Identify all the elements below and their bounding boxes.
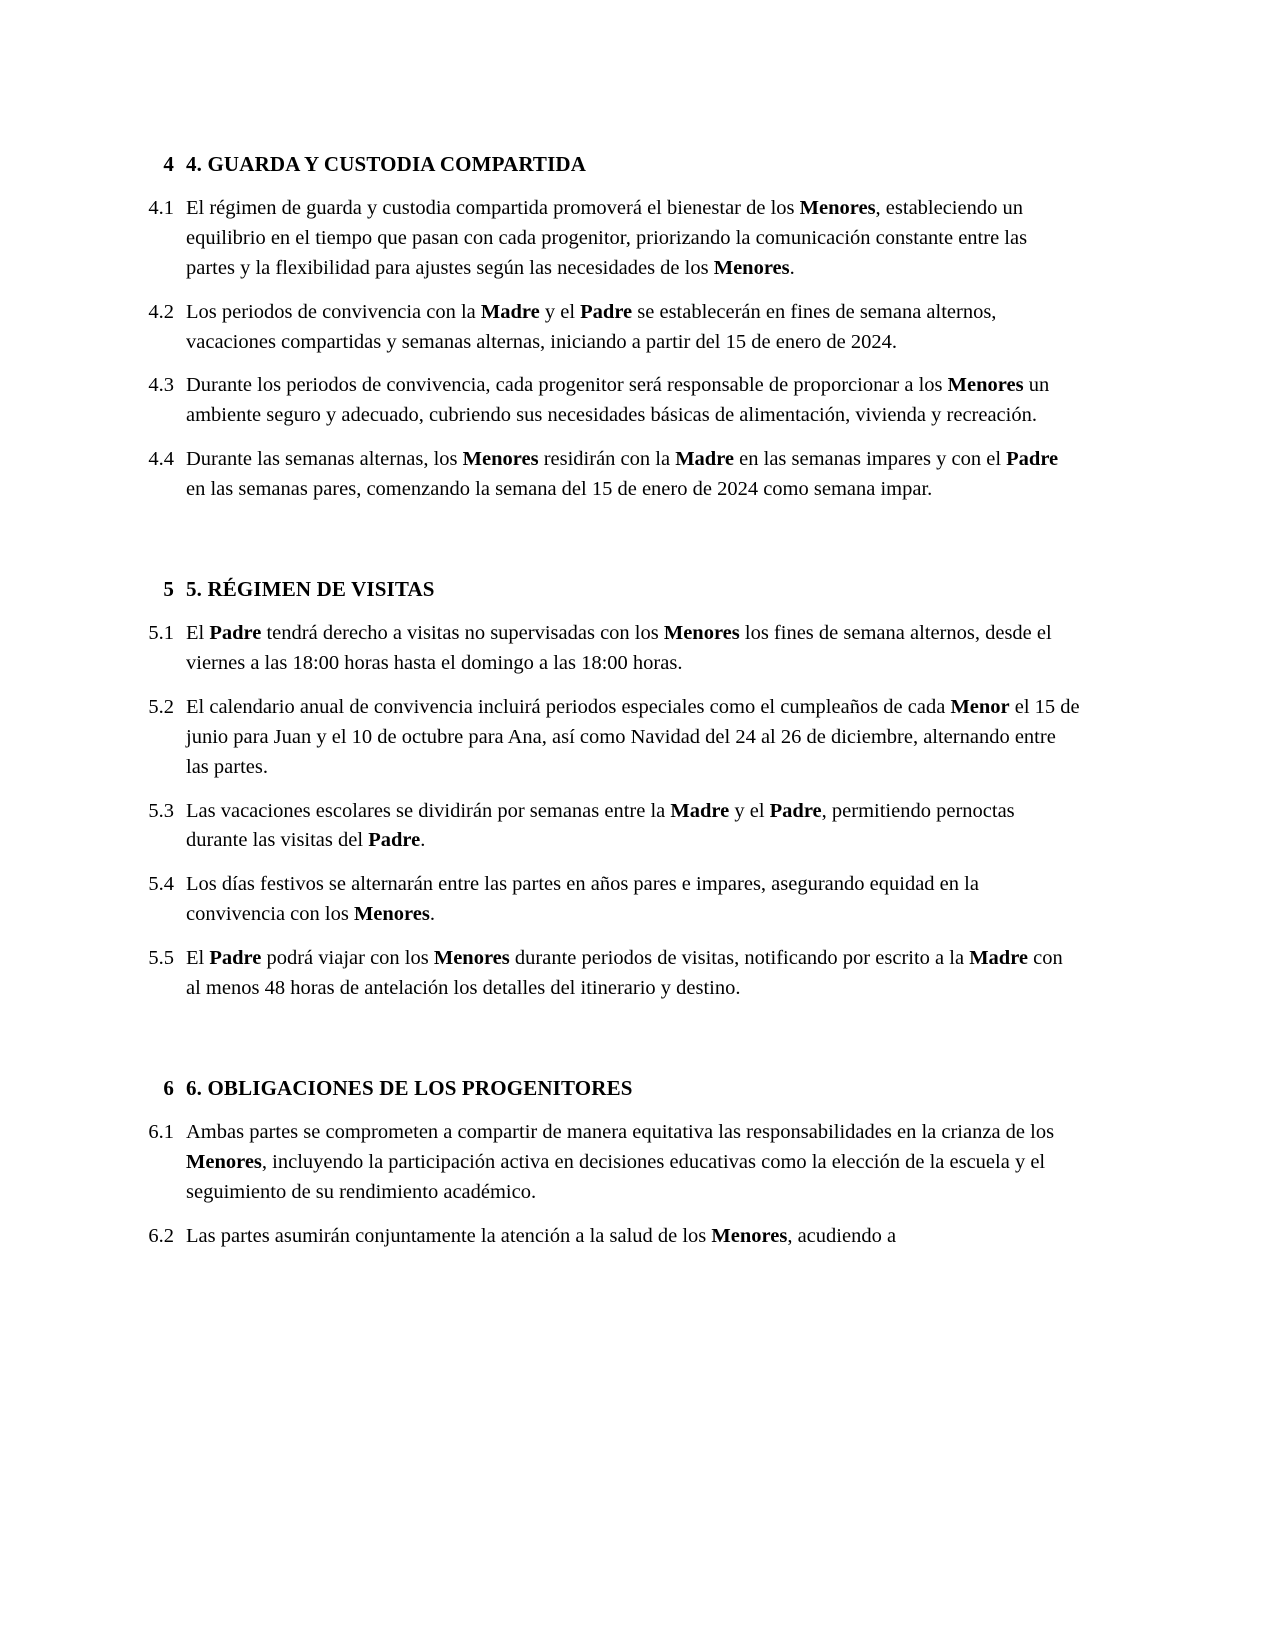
section-6-title: 6. OBLIGACIONES DE LOS PROGENITORES	[186, 1076, 633, 1101]
clause-6-1-text	[186, 1118, 1080, 1208]
clause-6-1-segment-0: Ambas partes se comprometen a compartir de manera equitativa las responsabilidades en la crianza de los	[186, 1120, 1055, 1143]
clause-6-2-segment-0: Las partes asumirán conjuntamente la atención a la salud de los	[186, 1224, 712, 1247]
clause-6-1-segment-1: Menores	[186, 1150, 262, 1173]
clause-5-3	[140, 797, 1080, 857]
clause-4-4-segment-6: en las semanas pares, comenzando la semana del 15 de enero de 2024 como semana impar.	[186, 478, 933, 501]
clause-6-1-segment-2: , incluyendo la participación activa en decisiones educativas como la elección de la escuela y el seguimiento de su rendimiento académico.	[186, 1150, 1046, 1203]
clause-4-2	[140, 298, 1080, 358]
clause-4-1-segment-0: El régimen de guarda y custodia compartida promoverá el bienestar de los	[186, 196, 800, 219]
clause-5-2-segment-2: el 15 de junio para Juan y el 10 de octubre para Ana, así como Navidad del 24 al 26 de diciembre, alternando entre las partes.	[186, 695, 1080, 778]
clause-5-3-segment-6: .	[420, 829, 426, 852]
clause-5-1	[140, 619, 1080, 679]
clause-4-1-text	[186, 194, 1080, 284]
clause-4-1-segment-4: .	[789, 256, 795, 279]
clause-5-5-segment-3: Menores	[433, 947, 510, 970]
clause-4-2-text	[186, 298, 1080, 358]
clause-5-5-segment-4: durante periodos de visitas, notificando por escrito a la	[509, 947, 970, 970]
section-6-number: 6	[163, 1076, 174, 1101]
clause-4-4-segment-4: en las semanas impares y con el	[734, 448, 1007, 471]
clause-5-1-number: 5.1	[148, 621, 174, 644]
clause-4-4	[140, 445, 1080, 505]
clause-4-2-number: 4.2	[148, 300, 174, 323]
clause-4-2-segment-2: y el	[539, 300, 581, 323]
clause-5-5-segment-0: El	[186, 947, 210, 970]
section-5-title: 5. RÉGIMEN DE VISITAS	[186, 577, 435, 602]
clause-5-1-segment-1: Padre	[209, 621, 262, 644]
clause-5-5-segment-1: Padre	[209, 947, 262, 970]
clause-4-1-segment-1: Menores	[799, 196, 876, 219]
clause-5-2	[140, 693, 1080, 783]
clause-6-2-segment-2: , acudiendo a	[787, 1224, 897, 1247]
clause-4-4-number: 4.4	[148, 448, 174, 471]
clause-5-3-text	[186, 797, 1080, 857]
clause-5-2-text	[186, 693, 1080, 783]
clause-4-1-segment-2: , estableciendo un equilibrio en el tiempo que pasan con cada progenitor, priorizando la comunicación constante entre las partes y la flexibilidad para ajustes según las necesidades de los	[186, 196, 1028, 279]
clause-4-1	[140, 194, 1080, 284]
clause-4-3-text	[186, 371, 1080, 431]
clause-4-4-segment-1: Menores	[462, 448, 539, 471]
clause-4-2-segment-4: se establecerán en fines de semana alternos, vacaciones compartidas y semanas alternas, iniciando a partir del 15 de enero de 2024.	[186, 300, 997, 353]
clause-4-4-segment-0: Durante las semanas alternas, los	[186, 448, 463, 471]
clause-4-4-text	[186, 445, 1080, 505]
clause-5-4-segment-1: Menores	[353, 903, 430, 926]
clause-5-1-text	[186, 619, 1080, 679]
clause-4-3-segment-2: un ambiente seguro y adecuado, cubriendo sus necesidades básicas de alimentación, vivienda y recreación.	[186, 374, 1050, 427]
clause-6-2-segment-1: Menores	[711, 1224, 788, 1247]
clause-5-5-segment-2: podrá viajar con los	[261, 947, 434, 970]
clause-5-4-segment-2: .	[429, 903, 435, 926]
clause-5-1-segment-3: Menores	[663, 621, 740, 644]
clause-5-4-segment-0: Los días festivos se alternarán entre las partes en años pares e impares, asegurando equidad en la convivencia con los	[186, 873, 979, 926]
section-gap-4-5	[140, 519, 1080, 575]
clause-5-3-segment-1: Madre	[670, 799, 730, 822]
clause-5-4-number: 5.4	[148, 873, 174, 896]
clause-4-3-number: 4.3	[148, 374, 174, 397]
clause-6-2-text	[186, 1222, 1080, 1252]
clause-4-2-segment-1: Madre	[480, 300, 540, 323]
section-4-number: 4	[163, 152, 174, 176]
clause-4-2-segment-0: Los periodos de convivencia con la	[186, 300, 481, 323]
section-6	[140, 1074, 1080, 1104]
clause-4-1-segment-3: Menores	[713, 256, 790, 279]
clause-4-3-segment-1: Menores	[947, 374, 1024, 397]
clause-4-2-segment-3: Padre	[580, 300, 633, 323]
clause-5-2-segment-1: Menor	[950, 695, 1010, 718]
section-4-title: 4. GUARDA Y CUSTODIA COMPARTIDA	[186, 152, 587, 176]
clause-5-3-segment-3: Padre	[769, 799, 822, 822]
clause-5-3-segment-5: Padre	[368, 829, 421, 852]
section-5	[140, 575, 1080, 605]
clause-5-3-segment-0: Las vacaciones escolares se dividirán por semanas entre la	[186, 799, 671, 822]
clause-4-3-segment-0: Durante los periodos de convivencia, cada progenitor será responsable de proporcionar a los	[186, 374, 948, 397]
clause-4-4-segment-3: Madre	[675, 448, 735, 471]
section-4	[140, 150, 1080, 180]
clause-5-1-segment-4: los fines de semana alternos, desde el viernes a las 18:00 horas hasta el domingo a las 18:00 horas.	[186, 621, 1052, 674]
section-gap-5-6	[140, 1018, 1080, 1074]
clause-6-2-number: 6.2	[148, 1224, 174, 1247]
document-content	[140, 150, 1080, 1266]
clause-5-2-number: 5.2	[148, 695, 174, 718]
clause-4-3	[140, 371, 1080, 431]
clause-6-1-number: 6.1	[148, 1120, 174, 1143]
clause-5-5-segment-5: Madre	[969, 947, 1029, 970]
clause-5-5-text	[186, 944, 1080, 1004]
clause-5-3-segment-2: y el	[729, 799, 770, 822]
clause-5-4-text	[186, 870, 1080, 930]
clause-6-1	[140, 1118, 1080, 1208]
clause-5-5-segment-6: con al menos 48 horas de antelación los detalles del itinerario y destino.	[186, 947, 1063, 1000]
clause-5-1-segment-0: El	[186, 621, 210, 644]
clause-4-1-number: 4.1	[148, 196, 174, 219]
section-5-number: 5	[163, 577, 174, 602]
clause-5-5-number: 5.5	[148, 947, 174, 970]
clause-5-5	[140, 944, 1080, 1004]
clause-5-3-segment-4: , permitiendo pernoctas durante las visitas del	[186, 799, 1015, 852]
clause-5-1-segment-2: tendrá derecho a visitas no supervisadas con los	[261, 621, 664, 644]
clause-6-2	[140, 1222, 1080, 1252]
clause-5-4	[140, 870, 1080, 930]
clause-5-2-segment-0: El calendario anual de convivencia incluirá periodos especiales como el cumpleaños de cada	[186, 695, 951, 718]
clause-4-4-segment-2: residirán con la	[538, 448, 676, 471]
clause-5-3-number: 5.3	[148, 799, 174, 822]
clause-4-4-segment-5: Padre	[1006, 448, 1059, 471]
